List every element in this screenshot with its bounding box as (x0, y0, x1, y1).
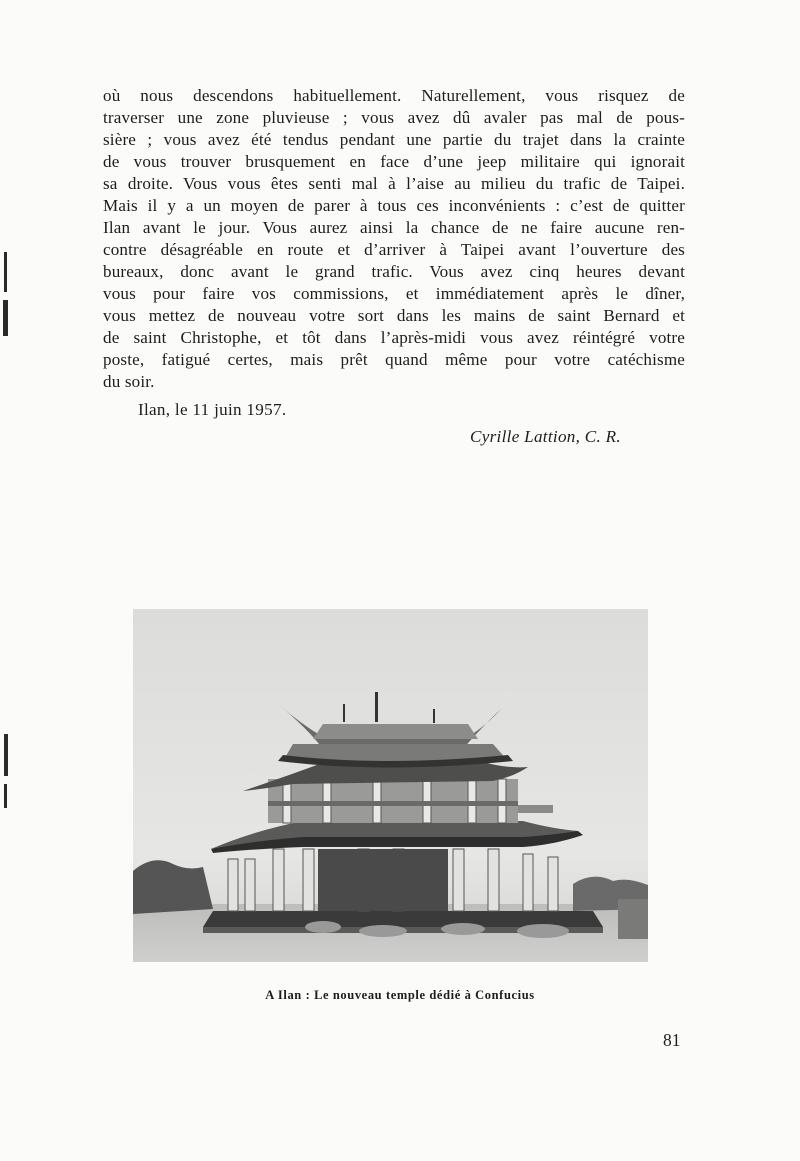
text-line: traverser une zone pluvieuse ; vous avez dû avaler pas mal de pous- (103, 108, 685, 127)
text-line: de vous trouver brusquement en face d’une jeep militaire qui ignorait (103, 152, 685, 171)
text-line: Mais il y a un moyen de parer à tous ces inconvénients : c’est de quitter (103, 196, 685, 215)
margin-mark (4, 784, 7, 808)
page-number: 81 (663, 1030, 681, 1050)
text-line: de saint Christophe, et tôt dans l’après-midi vous avez réintégré votre (103, 328, 685, 347)
margin-mark (4, 734, 8, 776)
text-line: bureaux, donc avant le grand trafic. Vous avez cinq heures devant (103, 262, 685, 281)
body-paragraph (103, 85, 685, 393)
temple-photo (133, 609, 648, 962)
text-line: vous mettez de nouveau votre sort dans les mains de saint Bernard et (103, 306, 685, 325)
text-line: contre désagréable en route et d’arriver à Taipei avant l’ouverture des (103, 240, 685, 259)
text-line: sa droite. Vous vous êtes senti mal à l’aise au milieu du trafic de Taipei. (103, 174, 685, 193)
text-line: où nous descendons habituellement. Naturellement, vous risquez de (103, 86, 685, 105)
photo-caption: A Ilan : Le nouveau temple dédié à Confucius (265, 988, 535, 1002)
margin-mark (4, 252, 7, 292)
text-line: du soir. (103, 372, 155, 391)
author-signature: Cyrille Lattion, C. R. (470, 427, 621, 446)
text-line: poste, fatigué certes, mais prêt quand même pour votre catéchisme (103, 350, 685, 369)
text-line: sière ; vous avez été tendus pendant une partie du trajet dans la crainte (103, 130, 685, 149)
text-line: Ilan avant le jour. Vous aurez ainsi la chance de ne faire aucune ren- (103, 218, 685, 237)
dateline: Ilan, le 11 juin 1957. (138, 400, 287, 419)
margin-mark (3, 300, 8, 336)
text-line: vous pour faire vos commissions, et immédiatement après le dîner, (103, 284, 685, 303)
